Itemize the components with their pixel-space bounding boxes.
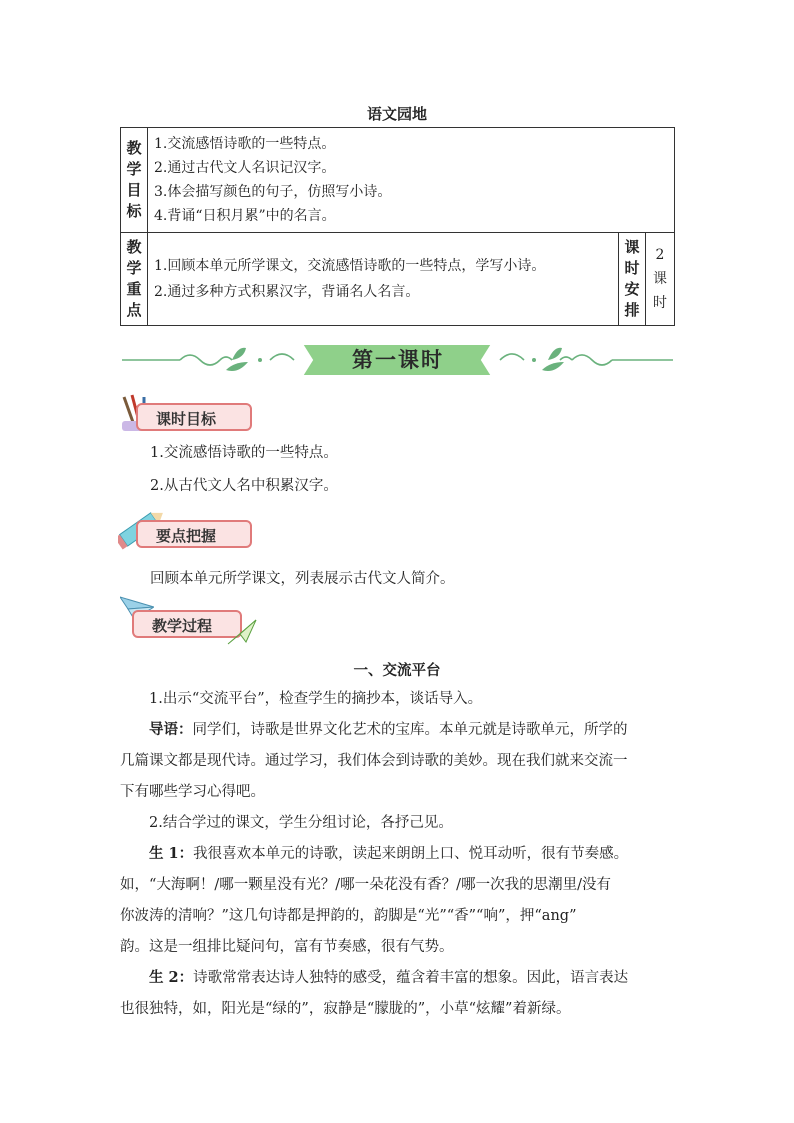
lesson-goal-item: 2.从古代文人名中积累汉字。 xyxy=(150,478,338,494)
lesson-plan-table xyxy=(120,127,675,326)
paper-plane-icon xyxy=(226,618,258,646)
process-line xyxy=(120,934,675,960)
process-line xyxy=(120,686,704,712)
process-text: 同学们，诗歌是世界文化艺术的宝库。本单元就是诗歌单元，所学的 xyxy=(192,722,628,738)
focus-item: 2.通过多种方式积累汉字，背诵名人名言。 xyxy=(154,284,420,300)
leaf-icon xyxy=(542,362,564,371)
key-points-text: 回顾本单元所学课文，列表展示古代文人简介。 xyxy=(150,571,455,587)
leaf-icon xyxy=(548,348,562,360)
leaf-icon xyxy=(232,348,246,360)
focus-list xyxy=(148,233,619,326)
process-line xyxy=(120,965,704,991)
schedule-hours: 2 课 时 xyxy=(646,233,675,326)
speaker-label: 生 1： xyxy=(149,845,194,862)
speaker-label: 导语： xyxy=(149,721,193,738)
process-text: 也很独特，如，阳光是“绿的”，寂静是“朦胧的”，小草“炫耀”着新绿。 xyxy=(120,1001,571,1017)
process-text: 你波涛的清响？”这几句诗都是押韵的，韵脚是“光”“香”“响”，押“ang” xyxy=(120,908,577,924)
lesson-goals-badge: 课时目标 xyxy=(136,403,252,431)
leaf-icon xyxy=(226,362,248,371)
process-line xyxy=(120,903,675,929)
process-line xyxy=(120,779,675,805)
section-heading: 一、交流平台 xyxy=(353,663,441,679)
goals-list xyxy=(148,128,675,233)
left-vine xyxy=(122,354,294,365)
process-line xyxy=(120,841,704,867)
dot-icon xyxy=(258,358,262,362)
process-text: 韵。这是一组排比疑问句，富有节奏感，很有气势。 xyxy=(120,939,454,955)
goals-row xyxy=(121,128,675,233)
process-text: 我很喜欢本单元的诗歌，读起来朗朗上口、悦耳动听，很有节奏感。 xyxy=(193,846,629,862)
lesson-goal-item: 1.交流感悟诗歌的一些特点。 xyxy=(150,445,338,461)
focus-label: 教 学 重 点 xyxy=(121,233,148,326)
schedule-label: 课 时 安 排 xyxy=(619,233,646,326)
process-badge: 教学过程 xyxy=(132,610,242,638)
process-line xyxy=(120,717,704,743)
process-text: 几篇课文都是现代诗。通过学习，我们体会到诗歌的美妙。现在我们就来交流一 xyxy=(120,753,628,769)
process-line xyxy=(120,996,675,1022)
process-text: 下有哪些学习心得吧。 xyxy=(120,784,265,800)
goals-label: 教 学 目 标 xyxy=(121,128,148,233)
process-line xyxy=(120,810,704,836)
goal-item: 1.交流感悟诗歌的一些特点。 xyxy=(154,136,336,152)
process-text: 1.出示“交流平台”，检查学生的摘抄本，谈话导入。 xyxy=(149,691,483,707)
key-points-badge: 要点把握 xyxy=(136,520,252,548)
process-text: 诗歌常常表达诗人独特的感受，蕴含着丰富的想象。因此，语言表达 xyxy=(193,970,629,986)
process-line xyxy=(120,872,675,898)
dot-icon xyxy=(532,358,536,362)
focus-row xyxy=(121,233,675,326)
focus-item: 1.回顾本单元所学课文，交流感悟诗歌的一些特点，学写小诗。 xyxy=(154,258,546,274)
process-text: 如，“大海啊！/哪一颗星没有光？/哪一朵花没有香？/哪一次我的思潮里/没有 xyxy=(120,877,611,893)
lesson-banner-title: 第一课时 xyxy=(352,348,444,372)
process-line xyxy=(120,748,675,774)
goal-item: 2.通过古代文人名识记汉字。 xyxy=(154,160,336,176)
process-text: 2.结合学过的课文，学生分组讨论，各抒己见。 xyxy=(149,815,453,831)
goal-item: 4.背诵“日积月累”中的名言。 xyxy=(154,208,336,224)
goal-item: 3.体会描写颜色的句子，仿照写小诗。 xyxy=(154,184,392,200)
right-vine xyxy=(500,354,673,365)
page-title: 语文园地 xyxy=(366,105,427,123)
speaker-label: 生 2： xyxy=(149,969,194,986)
